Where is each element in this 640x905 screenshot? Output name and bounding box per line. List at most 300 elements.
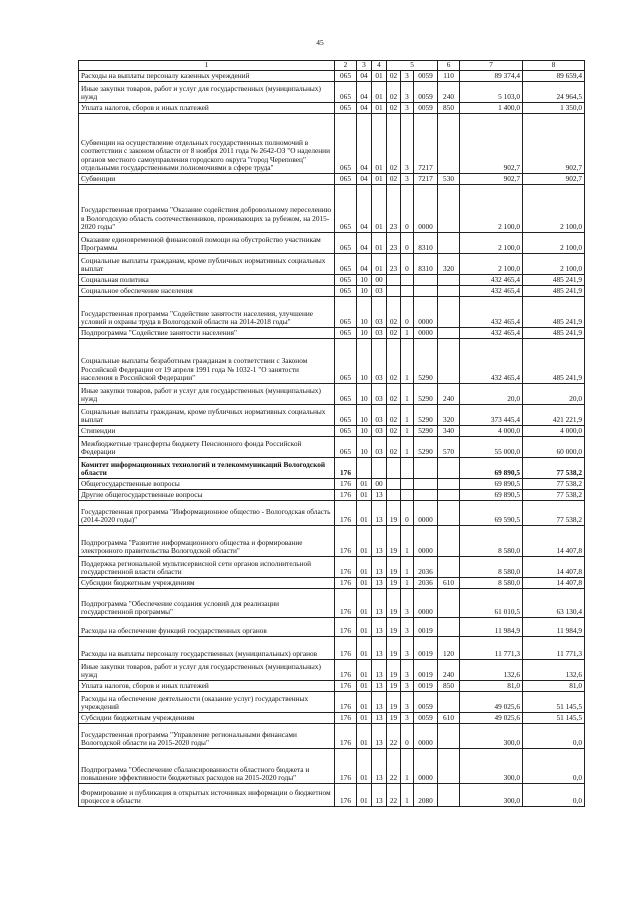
section-cell: 01: [357, 713, 372, 724]
amount-col8-cell: 51 145,5: [523, 692, 585, 713]
amount-col8-cell: 4 000,0: [523, 426, 585, 437]
subprogram-code-cell: 3: [401, 82, 414, 103]
table-row: [79, 286, 585, 297]
direction-code-cell: 0019: [414, 618, 438, 637]
section-cell: 04: [357, 114, 372, 174]
program-code-cell: 23: [387, 185, 401, 233]
subsection-cell: 13: [372, 589, 387, 618]
subsection-cell: 13: [372, 637, 387, 660]
amount-col7-cell: 49 025,6: [460, 692, 523, 713]
subsection-cell: 13: [372, 692, 387, 713]
name-cell: Комитет информационных технологий и телекоммуникаций Вологодской области: [79, 458, 335, 479]
subsection-cell: 03: [372, 405, 387, 426]
expense-type-cell: 610: [438, 578, 460, 589]
expense-type-cell: [438, 618, 460, 637]
table-row: [79, 681, 585, 692]
name-cell: Подпрограмма "Развитие информационного общества и формирование электронного правительства Вологодской области": [79, 526, 335, 557]
section-cell: 01: [357, 618, 372, 637]
table-row: [79, 71, 585, 82]
header-cell-1: 1: [79, 61, 335, 71]
amount-col7-cell: 432 465,4: [460, 328, 523, 339]
table-row: [79, 637, 585, 660]
subprogram-code-cell: 1: [401, 784, 414, 807]
amount-col8-cell: 485 241,9: [523, 275, 585, 286]
subprogram-code-cell: 3: [401, 103, 414, 114]
section-cell: 10: [357, 405, 372, 426]
name-cell: Социальные выплаты безработным гражданам в соответствии с Законом Российской Федерации от 19 апреля 1991 года № 1032-1 "О занятости населения в Российской Федерации": [79, 339, 335, 384]
amount-col8-cell: 63 130,4: [523, 589, 585, 618]
section-cell: 10: [357, 328, 372, 339]
subprogram-code-cell: 3: [401, 713, 414, 724]
expense-type-cell: 610: [438, 713, 460, 724]
amount-col7-cell: 69 890,5: [460, 458, 523, 479]
subprogram-code-cell: [401, 286, 414, 297]
direction-code-cell: [414, 286, 438, 297]
amount-col7-cell: 2 100,0: [460, 254, 523, 275]
subsection-cell: 03: [372, 286, 387, 297]
subprogram-code-cell: 1: [401, 328, 414, 339]
table-row: [79, 479, 585, 490]
admin-code-cell: 176: [335, 692, 357, 713]
admin-code-cell: 065: [335, 437, 357, 458]
program-code-cell: 02: [387, 82, 401, 103]
table-row: [79, 749, 585, 784]
table-row: [79, 724, 585, 749]
section-cell: 04: [357, 103, 372, 114]
subprogram-code-cell: 1: [401, 578, 414, 589]
expense-type-cell: [438, 692, 460, 713]
amount-col7-cell: 432 465,4: [460, 339, 523, 384]
expense-type-cell: 320: [438, 405, 460, 426]
program-code-cell: 02: [387, 103, 401, 114]
amount-col8-cell: 51 145,5: [523, 713, 585, 724]
section-cell: [357, 458, 372, 479]
direction-code-cell: 2036: [414, 578, 438, 589]
direction-code-cell: 7217: [414, 114, 438, 174]
amount-col7-cell: 8 580,0: [460, 557, 523, 578]
subsection-cell: 13: [372, 713, 387, 724]
program-code-cell: 02: [387, 405, 401, 426]
admin-code-cell: 065: [335, 82, 357, 103]
name-cell: Иные закупки товаров, работ и услуг для государственных (муниципальных) нужд: [79, 82, 335, 103]
admin-code-cell: 065: [335, 384, 357, 405]
subprogram-code-cell: 1: [401, 557, 414, 578]
direction-code-cell: 0000: [414, 724, 438, 749]
amount-col7-cell: 432 465,4: [460, 286, 523, 297]
program-code-cell: 02: [387, 71, 401, 82]
program-code-cell: [387, 490, 401, 501]
admin-code-cell: 176: [335, 681, 357, 692]
expense-type-cell: [438, 589, 460, 618]
amount-col8-cell: 20,0: [523, 384, 585, 405]
program-code-cell: 22: [387, 749, 401, 784]
subprogram-code-cell: [401, 479, 414, 490]
amount-col8-cell: 11 771,3: [523, 637, 585, 660]
amount-col8-cell: 0,0: [523, 784, 585, 807]
section-cell: 10: [357, 297, 372, 328]
amount-col7-cell: 300,0: [460, 784, 523, 807]
name-cell: Государственная программа "Управление региональными финансами Вологодской области на 2015-2020 годы": [79, 724, 335, 749]
section-cell: 01: [357, 724, 372, 749]
subsection-cell: 01: [372, 254, 387, 275]
subprogram-code-cell: 3: [401, 660, 414, 681]
admin-code-cell: 176: [335, 660, 357, 681]
expense-type-cell: 110: [438, 71, 460, 82]
admin-code-cell: 176: [335, 578, 357, 589]
amount-col7-cell: 373 445,4: [460, 405, 523, 426]
subprogram-code-cell: [401, 458, 414, 479]
subsection-cell: 01: [372, 71, 387, 82]
program-code-cell: 23: [387, 254, 401, 275]
subprogram-code-cell: 1: [401, 339, 414, 384]
amount-col7-cell: 902,7: [460, 114, 523, 174]
amount-col7-cell: 81,0: [460, 681, 523, 692]
amount-col8-cell: 0,0: [523, 724, 585, 749]
amount-col8-cell: 14 407,8: [523, 557, 585, 578]
name-cell: Уплата налогов, сборов и иных платежей: [79, 103, 335, 114]
direction-code-cell: 2080: [414, 784, 438, 807]
amount-col7-cell: 4 000,0: [460, 426, 523, 437]
name-cell: Государственная программа "Оказание содействия добровольному переселению в Вологодскую область соотечественников, проживающих за рубежом, на 2015-2020 годы": [79, 185, 335, 233]
amount-col7-cell: 55 000,0: [460, 437, 523, 458]
section-cell: 01: [357, 692, 372, 713]
expense-type-cell: [438, 297, 460, 328]
subprogram-code-cell: 3: [401, 692, 414, 713]
subsection-cell: 03: [372, 384, 387, 405]
subsection-cell: 13: [372, 724, 387, 749]
amount-col8-cell: 485 241,9: [523, 339, 585, 384]
section-cell: 04: [357, 174, 372, 185]
direction-code-cell: [414, 458, 438, 479]
header-cell-3: 3: [357, 61, 372, 71]
expense-type-cell: 120: [438, 637, 460, 660]
section-cell: 01: [357, 578, 372, 589]
name-cell: Социальная политика: [79, 275, 335, 286]
name-cell: Подпрограмма "Обеспечение создания условий для реализации государственной программы": [79, 589, 335, 618]
table-row: [79, 426, 585, 437]
expense-type-cell: 850: [438, 103, 460, 114]
section-cell: 04: [357, 185, 372, 233]
direction-code-cell: 0059: [414, 103, 438, 114]
name-cell: Субсидии бюджетным учреждениям: [79, 578, 335, 589]
subprogram-code-cell: 0: [401, 233, 414, 254]
admin-code-cell: 065: [335, 174, 357, 185]
expense-type-cell: 240: [438, 660, 460, 681]
admin-code-cell: 065: [335, 426, 357, 437]
amount-col7-cell: 20,0: [460, 384, 523, 405]
admin-code-cell: 065: [335, 185, 357, 233]
table-row: [79, 328, 585, 339]
table-row: [79, 557, 585, 578]
table-row: [79, 82, 585, 103]
admin-code-cell: 065: [335, 297, 357, 328]
subprogram-code-cell: [401, 490, 414, 501]
amount-col8-cell: 14 407,8: [523, 526, 585, 557]
direction-code-cell: 0000: [414, 297, 438, 328]
direction-code-cell: 2036: [414, 557, 438, 578]
subsection-cell: 01: [372, 185, 387, 233]
name-cell: Социальные выплаты гражданам, кроме публичных нормативных социальных выплат: [79, 405, 335, 426]
program-code-cell: 02: [387, 114, 401, 174]
admin-code-cell: 065: [335, 233, 357, 254]
admin-code-cell: 176: [335, 637, 357, 660]
direction-code-cell: 8310: [414, 233, 438, 254]
amount-col7-cell: 8 580,0: [460, 578, 523, 589]
section-cell: 01: [357, 490, 372, 501]
section-cell: 01: [357, 749, 372, 784]
table-row: [79, 501, 585, 526]
amount-col8-cell: 485 241,9: [523, 297, 585, 328]
table-row: [79, 618, 585, 637]
subprogram-code-cell: 3: [401, 589, 414, 618]
name-cell: Государственная программа "Информационное общество - Вологодская область (2014-2020 годы)": [79, 501, 335, 526]
program-code-cell: [387, 479, 401, 490]
direction-code-cell: 0019: [414, 681, 438, 692]
admin-code-cell: 065: [335, 71, 357, 82]
section-cell: 01: [357, 589, 372, 618]
expense-type-cell: [438, 501, 460, 526]
subprogram-code-cell: 0: [401, 185, 414, 233]
subsection-cell: 03: [372, 328, 387, 339]
subprogram-code-cell: 3: [401, 618, 414, 637]
name-cell: Подпрограмма "Содействие занятости населения": [79, 328, 335, 339]
admin-code-cell: 176: [335, 784, 357, 807]
section-cell: 10: [357, 384, 372, 405]
name-cell: Расходы на выплаты персоналу государственных (муниципальных) органов: [79, 637, 335, 660]
admin-code-cell: 176: [335, 501, 357, 526]
direction-code-cell: [414, 275, 438, 286]
direction-code-cell: 0000: [414, 589, 438, 618]
name-cell: Социальные выплаты гражданам, кроме публичных нормативных социальных выплат: [79, 254, 335, 275]
table-row: [79, 174, 585, 185]
subsection-cell: 13: [372, 618, 387, 637]
subprogram-code-cell: 0: [401, 724, 414, 749]
subprogram-code-cell: 3: [401, 681, 414, 692]
expense-type-cell: [438, 784, 460, 807]
amount-col7-cell: 902,7: [460, 174, 523, 185]
section-cell: 10: [357, 275, 372, 286]
table-row: [79, 384, 585, 405]
amount-col8-cell: 60 000,0: [523, 437, 585, 458]
program-code-cell: 02: [387, 174, 401, 185]
direction-code-cell: 5290: [414, 339, 438, 384]
subsection-cell: 13: [372, 784, 387, 807]
expense-type-cell: [438, 458, 460, 479]
program-code-cell: 19: [387, 501, 401, 526]
amount-col7-cell: 300,0: [460, 724, 523, 749]
admin-code-cell: 065: [335, 405, 357, 426]
section-cell: 01: [357, 501, 372, 526]
direction-code-cell: 0000: [414, 501, 438, 526]
subsection-cell: 01: [372, 114, 387, 174]
table-row: [79, 784, 585, 807]
admin-code-cell: 176: [335, 490, 357, 501]
admin-code-cell: 176: [335, 557, 357, 578]
amount-col8-cell: 485 241,9: [523, 328, 585, 339]
table-row: [79, 297, 585, 328]
subprogram-code-cell: 3: [401, 71, 414, 82]
expense-type-cell: [438, 339, 460, 384]
amount-col8-cell: 24 964,5: [523, 82, 585, 103]
subsection-cell: 01: [372, 174, 387, 185]
amount-col7-cell: 89 374,4: [460, 71, 523, 82]
subprogram-code-cell: 3: [401, 174, 414, 185]
admin-code-cell: 176: [335, 713, 357, 724]
name-cell: Иные закупки товаров, работ и услуг для государственных (муниципальных) нужд: [79, 660, 335, 681]
expense-type-cell: [438, 275, 460, 286]
admin-code-cell: 065: [335, 286, 357, 297]
amount-col7-cell: 69 890,5: [460, 490, 523, 501]
direction-code-cell: 5290: [414, 405, 438, 426]
program-code-cell: 02: [387, 328, 401, 339]
expense-type-cell: [438, 328, 460, 339]
subsection-cell: 13: [372, 660, 387, 681]
section-cell: 01: [357, 660, 372, 681]
program-code-cell: 19: [387, 660, 401, 681]
subsection-cell: 01: [372, 103, 387, 114]
subprogram-code-cell: 0: [401, 501, 414, 526]
amount-col8-cell: 81,0: [523, 681, 585, 692]
admin-code-cell: 176: [335, 749, 357, 784]
amount-col8-cell: 421 221,9: [523, 405, 585, 426]
table-row: [79, 275, 585, 286]
admin-code-cell: 176: [335, 724, 357, 749]
amount-col8-cell: 77 538,2: [523, 479, 585, 490]
table-row: [79, 254, 585, 275]
table-row: [79, 339, 585, 384]
section-cell: 04: [357, 233, 372, 254]
subsection-cell: [372, 458, 387, 479]
subprogram-code-cell: 0: [401, 297, 414, 328]
expense-type-cell: 320: [438, 254, 460, 275]
program-code-cell: 19: [387, 526, 401, 557]
amount-col8-cell: 77 538,2: [523, 501, 585, 526]
subprogram-code-cell: 3: [401, 114, 414, 174]
name-cell: Государственная программа "Содействие занятости населения, улучшение условий и охраны труда в Вологодской области на 2014-2018 годы": [79, 297, 335, 328]
program-code-cell: 19: [387, 681, 401, 692]
header-cell-2: 2: [335, 61, 357, 71]
program-code-cell: 19: [387, 713, 401, 724]
subprogram-code-cell: 0: [401, 254, 414, 275]
section-cell: 10: [357, 437, 372, 458]
direction-code-cell: 0000: [414, 328, 438, 339]
table-row: [79, 589, 585, 618]
subsection-cell: 13: [372, 681, 387, 692]
table-row: [79, 103, 585, 114]
table-row: [79, 692, 585, 713]
program-code-cell: 02: [387, 384, 401, 405]
subprogram-code-cell: 1: [401, 749, 414, 784]
program-code-cell: 19: [387, 618, 401, 637]
amount-col8-cell: 2 100,0: [523, 254, 585, 275]
direction-code-cell: 8310: [414, 254, 438, 275]
admin-code-cell: 065: [335, 254, 357, 275]
amount-col7-cell: 432 465,4: [460, 275, 523, 286]
amount-col7-cell: 49 025,6: [460, 713, 523, 724]
section-cell: 01: [357, 526, 372, 557]
name-cell: Оказание единовременной финансовой помощи на обустройство участникам Программы: [79, 233, 335, 254]
admin-code-cell: 176: [335, 479, 357, 490]
budget-table: [78, 60, 585, 807]
admin-code-cell: 065: [335, 275, 357, 286]
amount-col8-cell: 1 350,0: [523, 103, 585, 114]
program-code-cell: [387, 275, 401, 286]
section-cell: 01: [357, 681, 372, 692]
direction-code-cell: [414, 479, 438, 490]
direction-code-cell: 0000: [414, 749, 438, 784]
direction-code-cell: 0000: [414, 185, 438, 233]
program-code-cell: 02: [387, 297, 401, 328]
subsection-cell: 01: [372, 233, 387, 254]
expense-type-cell: 850: [438, 681, 460, 692]
amount-col7-cell: 5 103,0: [460, 82, 523, 103]
subsection-cell: 00: [372, 275, 387, 286]
expense-type-cell: 530: [438, 174, 460, 185]
subsection-cell: 03: [372, 297, 387, 328]
subsection-cell: 03: [372, 339, 387, 384]
direction-code-cell: 0019: [414, 637, 438, 660]
admin-code-cell: 176: [335, 618, 357, 637]
direction-code-cell: 0019: [414, 660, 438, 681]
direction-code-cell: 0059: [414, 692, 438, 713]
expense-type-cell: [438, 724, 460, 749]
section-cell: 01: [357, 557, 372, 578]
subsection-cell: 13: [372, 557, 387, 578]
name-cell: Поддержка региональной мультисервисной сети органов исполнительной государственной власти области: [79, 557, 335, 578]
amount-col7-cell: 1 400,0: [460, 103, 523, 114]
amount-col8-cell: 485 241,9: [523, 286, 585, 297]
expense-type-cell: [438, 185, 460, 233]
table-row: [79, 185, 585, 233]
name-cell: Формирование и публикация в открытых источниках информации о бюджетном процессе в области: [79, 784, 335, 807]
direction-code-cell: 7217: [414, 174, 438, 185]
amount-col7-cell: 8 580,0: [460, 526, 523, 557]
direction-code-cell: 0000: [414, 526, 438, 557]
amount-col7-cell: 69 590,5: [460, 501, 523, 526]
name-cell: Иные закупки товаров, работ и услуг для государственных (муниципальных) нужд: [79, 384, 335, 405]
section-cell: 04: [357, 71, 372, 82]
amount-col7-cell: 61 010,5: [460, 589, 523, 618]
name-cell: Межбюджетные трансферты бюджету Пенсионного фонда Российской Федерации: [79, 437, 335, 458]
expense-type-cell: 340: [438, 426, 460, 437]
direction-code-cell: 5290: [414, 384, 438, 405]
admin-code-cell: 176: [335, 589, 357, 618]
section-cell: 04: [357, 254, 372, 275]
table-row: [79, 578, 585, 589]
subprogram-code-cell: 1: [401, 426, 414, 437]
header-cell-7: 7: [460, 61, 523, 71]
table-row: [79, 233, 585, 254]
direction-code-cell: 0059: [414, 71, 438, 82]
amount-col8-cell: 77 538,2: [523, 490, 585, 501]
subsection-cell: 00: [372, 479, 387, 490]
amount-col8-cell: 89 659,4: [523, 71, 585, 82]
program-code-cell: 19: [387, 692, 401, 713]
header-row: [79, 61, 585, 71]
amount-col8-cell: 902,7: [523, 114, 585, 174]
table-row: [79, 713, 585, 724]
direction-code-cell: 5290: [414, 437, 438, 458]
admin-code-cell: 065: [335, 328, 357, 339]
direction-code-cell: 0059: [414, 82, 438, 103]
amount-col8-cell: 132,6: [523, 660, 585, 681]
subprogram-code-cell: 1: [401, 384, 414, 405]
subprogram-code-cell: [401, 275, 414, 286]
name-cell: Стипендии: [79, 426, 335, 437]
amount-col8-cell: 0,0: [523, 749, 585, 784]
name-cell: Социальное обеспечение населения: [79, 286, 335, 297]
subsection-cell: 03: [372, 426, 387, 437]
